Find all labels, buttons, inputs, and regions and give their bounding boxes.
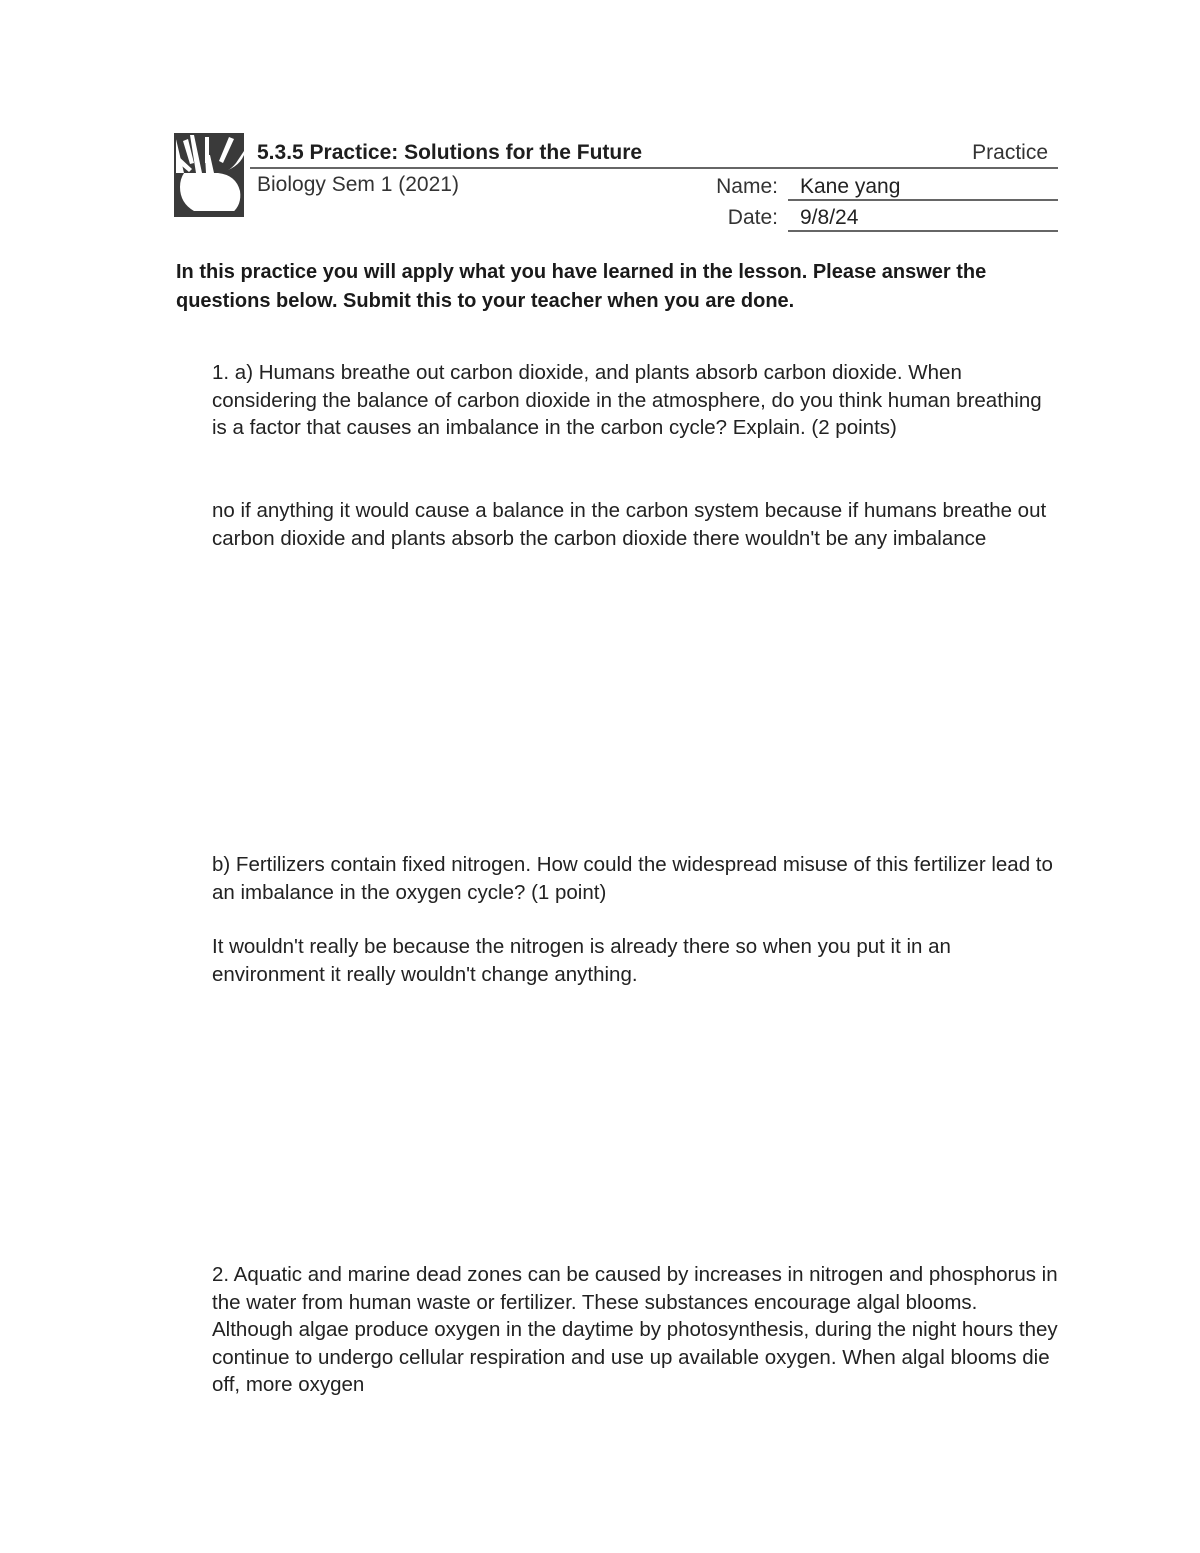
question-1a-answer: no if anything it would cause a balance in the carbon system because if humans breathe out carbon dioxide and plants absorb the carbon dioxide there wouldn't be any imbalance	[212, 499, 1047, 550]
worksheet-title: 5.3.5 Practice: Solutions for the Future	[257, 141, 643, 164]
date-label: Date:	[727, 206, 778, 229]
sun-bulb-logo-icon	[174, 133, 244, 217]
question-1b-answer: It wouldn't really be because the nitrogen is already there so when you put it in an environment it really wouldn't change anything.	[212, 935, 951, 986]
date-underline	[788, 230, 1058, 232]
worksheet-type-label: Practice	[972, 141, 1048, 164]
question-2-prompt: 2. Aquatic and marine dead zones can be caused by increases in nitrogen and phosphorus in the water from human waste or fertilizer. These substances encourage algal blooms. Although algae produce oxygen in the daytime by photosynthesis, during the night hours they continue to undergo cellular respiration and use up available oxygen. When algal blooms die off, more oxygen	[212, 1263, 1058, 1396]
instructions: In this practice you will apply what you have learned in the lesson. Please answer the questions below. Submit this to your teacher when you are done.	[176, 261, 987, 312]
name-underline	[788, 199, 1058, 201]
name-label: Name:	[716, 175, 778, 198]
title-divider	[250, 167, 1058, 169]
name-value: Kane yang	[800, 175, 901, 198]
question-1b-prompt: b) Fertilizers contain fixed nitrogen. How could the widespread misuse of this fertilizer lead to an imbalance in the oxygen cycle? (1 point)	[212, 853, 1053, 904]
date-value: 9/8/24	[800, 206, 859, 229]
course-name: Biology Sem 1 (2021)	[257, 173, 459, 196]
question-1a-prompt: 1. a) Humans breathe out carbon dioxide, and plants absorb carbon dioxide. When considering the balance of carbon dioxide in the atmosphere, do you think human breathing is a factor that causes an imbalance in the carbon cycle? Explain. (2 points)	[212, 361, 1042, 439]
